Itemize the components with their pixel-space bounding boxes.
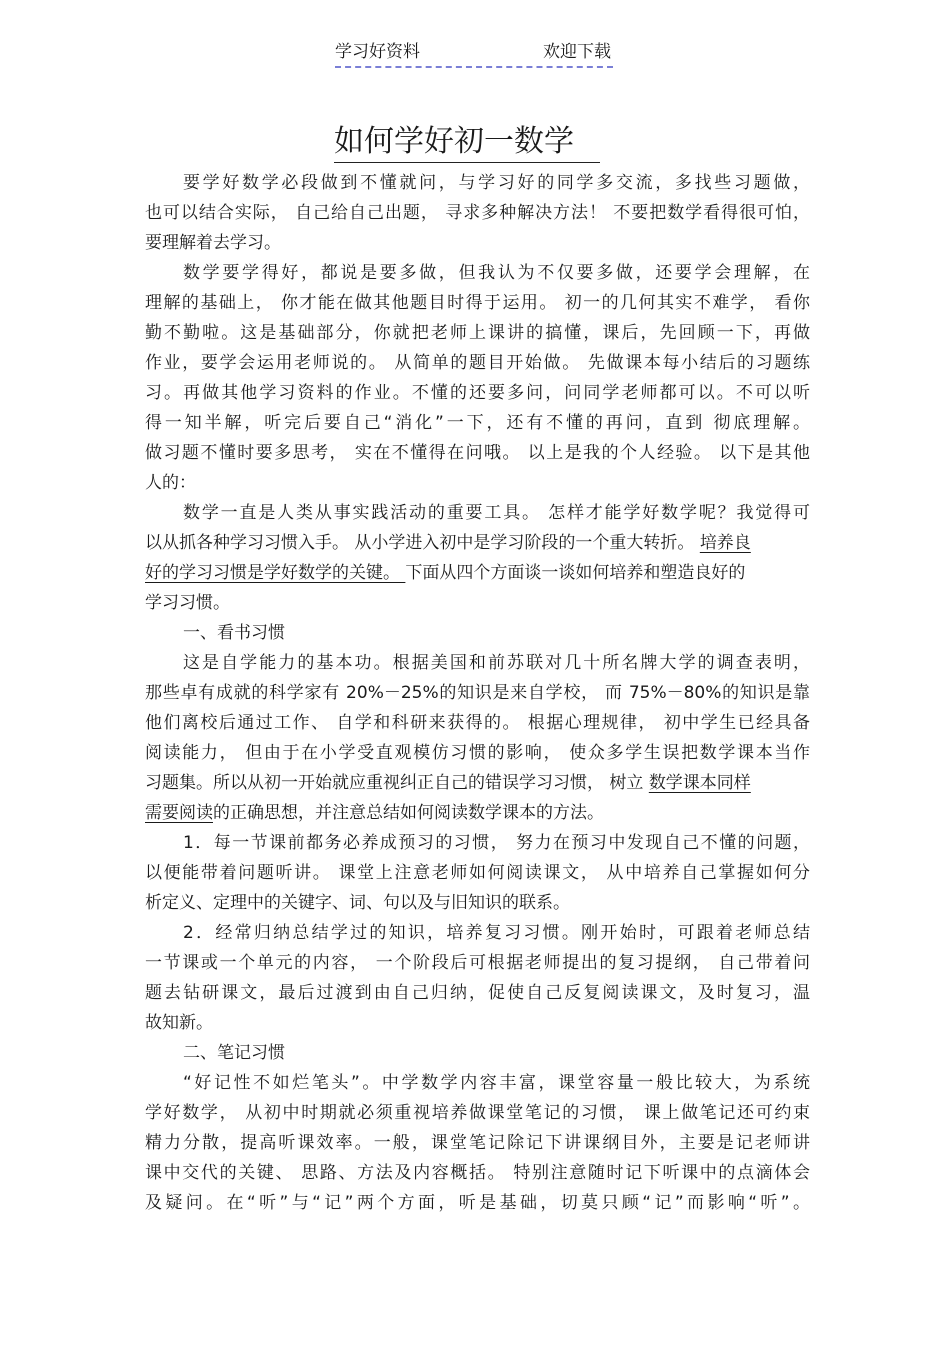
paragraph-line: 那些卓有成就的科学家有 20%－25%的知识是来自学校， 而 75%－80%的知识是靠 xyxy=(145,683,810,703)
paragraph-line: 题去钻研课文，最后过渡到由自己归纳，促使自己反复阅读课文，及时复习，温 xyxy=(145,983,810,1003)
paragraph-line: 数学要学得好，都说是要多做，但我认为不仅要多做，还要学会理解，在 xyxy=(183,263,810,283)
paragraph-line: 以便能带着问题听讲。 课堂上注意老师如何阅读课文， 从中培养自己掌握如何分 xyxy=(145,863,810,883)
paragraph-line: 要理解着去学习。 xyxy=(145,233,281,253)
underlined-text: 好的学习习惯是学好数学的关键。 xyxy=(145,563,400,583)
underlined-text: 培养良 xyxy=(699,533,751,553)
underlined-text: 需要阅读 xyxy=(145,803,213,823)
paragraph-line: “好记性不如烂笔头”。中学数学内容丰富，课堂容量一般比较大，为系统 xyxy=(183,1073,810,1093)
paragraph-line: 及疑问。在“听”与“记”两个方面，听是基础，切莫只顾“记”而影响“听”。 xyxy=(145,1193,810,1213)
section-heading: 一、看书习惯 xyxy=(183,623,285,643)
paragraph-line: 2．经常归纳总结学过的知识，培养复习习惯。刚开始时，可跟着老师总结 xyxy=(183,923,810,943)
header-left-text: 学习好资料 xyxy=(335,42,420,62)
paragraph-line: 做习题不懂时要多思考， 实在不懂得在问哦。 以上是我的个人经验。 以下是其他 xyxy=(145,443,810,463)
paragraph-line: 故知新。 xyxy=(145,1013,213,1033)
paragraph-line: 精力分散，提高听课效率。一般，课堂笔记除记下讲课纲目外，主要是记老师讲 xyxy=(145,1133,810,1153)
text-segment: 以从抓各种学习习惯入手。 从小学进入初中是学习阶段的一个重大转折。 xyxy=(145,533,700,553)
paragraph-line: 也可以结合实际， 自己给自己出题， 寻求多种解决方法！ 不要把数学看得很可怕， xyxy=(145,203,810,223)
paragraph-line: 数学一直是人类从事实践活动的重要工具。 怎样才能学好数学呢？我觉得可 xyxy=(183,503,810,523)
paragraph-line xyxy=(145,558,810,588)
page-header xyxy=(335,40,613,68)
paragraph-line: 学习习惯。 xyxy=(145,593,230,613)
paragraph-line xyxy=(145,528,810,558)
section-heading: 二、笔记习惯 xyxy=(183,1043,285,1063)
document-title: 如何学好初一数学 xyxy=(334,122,600,163)
paragraph-line: 他们离校后通过工作、 自学和科研来获得的。 根据心理规律， 初中学生已经具备 xyxy=(145,713,810,733)
paragraph-line xyxy=(145,798,810,828)
paragraph-line: 1．每一节课前都务必养成预习的习惯， 努力在预习中发现自己不懂的问题， xyxy=(183,833,810,853)
paragraph-line: 作业，要学会运用老师说的。 从简单的题目开始做。 先做课本每小结后的习题练 xyxy=(145,353,810,373)
paragraph-line: 析定义、定理中的关键字、词、句以及与旧知识的联系。 xyxy=(145,893,570,913)
paragraph-line: 课中交代的关键、 思路、方法及内容概括。 特别注意随时记下听课中的点滴体会 xyxy=(145,1163,810,1183)
text-segment: 习题集。所以从初一开始就应重视纠正自己的错误学习习惯， 树立 xyxy=(145,773,649,793)
text-segment: 的正确思想，并注意总结如何阅读数学课本的方法。 xyxy=(213,803,604,823)
header-right-text: 欢迎下载 xyxy=(543,42,611,62)
underlined-text: 数学课本同样 xyxy=(648,773,751,793)
paragraph-line: 阅读能力， 但由于在小学受直观模仿习惯的影响， 使众多学生误把数学课本当作 xyxy=(145,743,810,763)
paragraph-line: 这是自学能力的基本功。根据美国和前苏联对几十所名牌大学的调查表明， xyxy=(183,653,810,673)
paragraph-line: 学好数学， 从初中时期就必须重视培养做课堂笔记的习惯， 课上做笔记还可约束 xyxy=(145,1103,810,1123)
paragraph-line: 一节课或一个单元的内容， 一个阶段后可根据老师提出的复习提纲， 自己带着问 xyxy=(145,953,810,973)
paragraph-line: 习。再做其他学习资料的作业。不懂的还要多问，问同学老师都可以。不可以听 xyxy=(145,383,810,403)
paragraph-line: 要学好数学必段做到不懂就问，与学习好的同学多交流，多找些习题做， xyxy=(183,173,810,193)
paragraph-line: 勤不勤啦。这是基础部分，你就把老师上课讲的搞懂，课后，先回顾一下，再做 xyxy=(145,323,810,343)
paragraph-line: 得一知半解，听完后要自己“消化”一下，还有不懂的再问，直到 彻底理解。 xyxy=(145,413,810,433)
paragraph-line xyxy=(145,768,810,798)
text-segment: 下面从四个方面谈一谈如何培养和塑造良好的 xyxy=(405,563,746,583)
paragraph-line: 理解的基础上， 你才能在做其他题目时得于运用。 初一的几何其实不难学， 看你 xyxy=(145,293,810,313)
paragraph-line: 人的： xyxy=(145,473,196,493)
